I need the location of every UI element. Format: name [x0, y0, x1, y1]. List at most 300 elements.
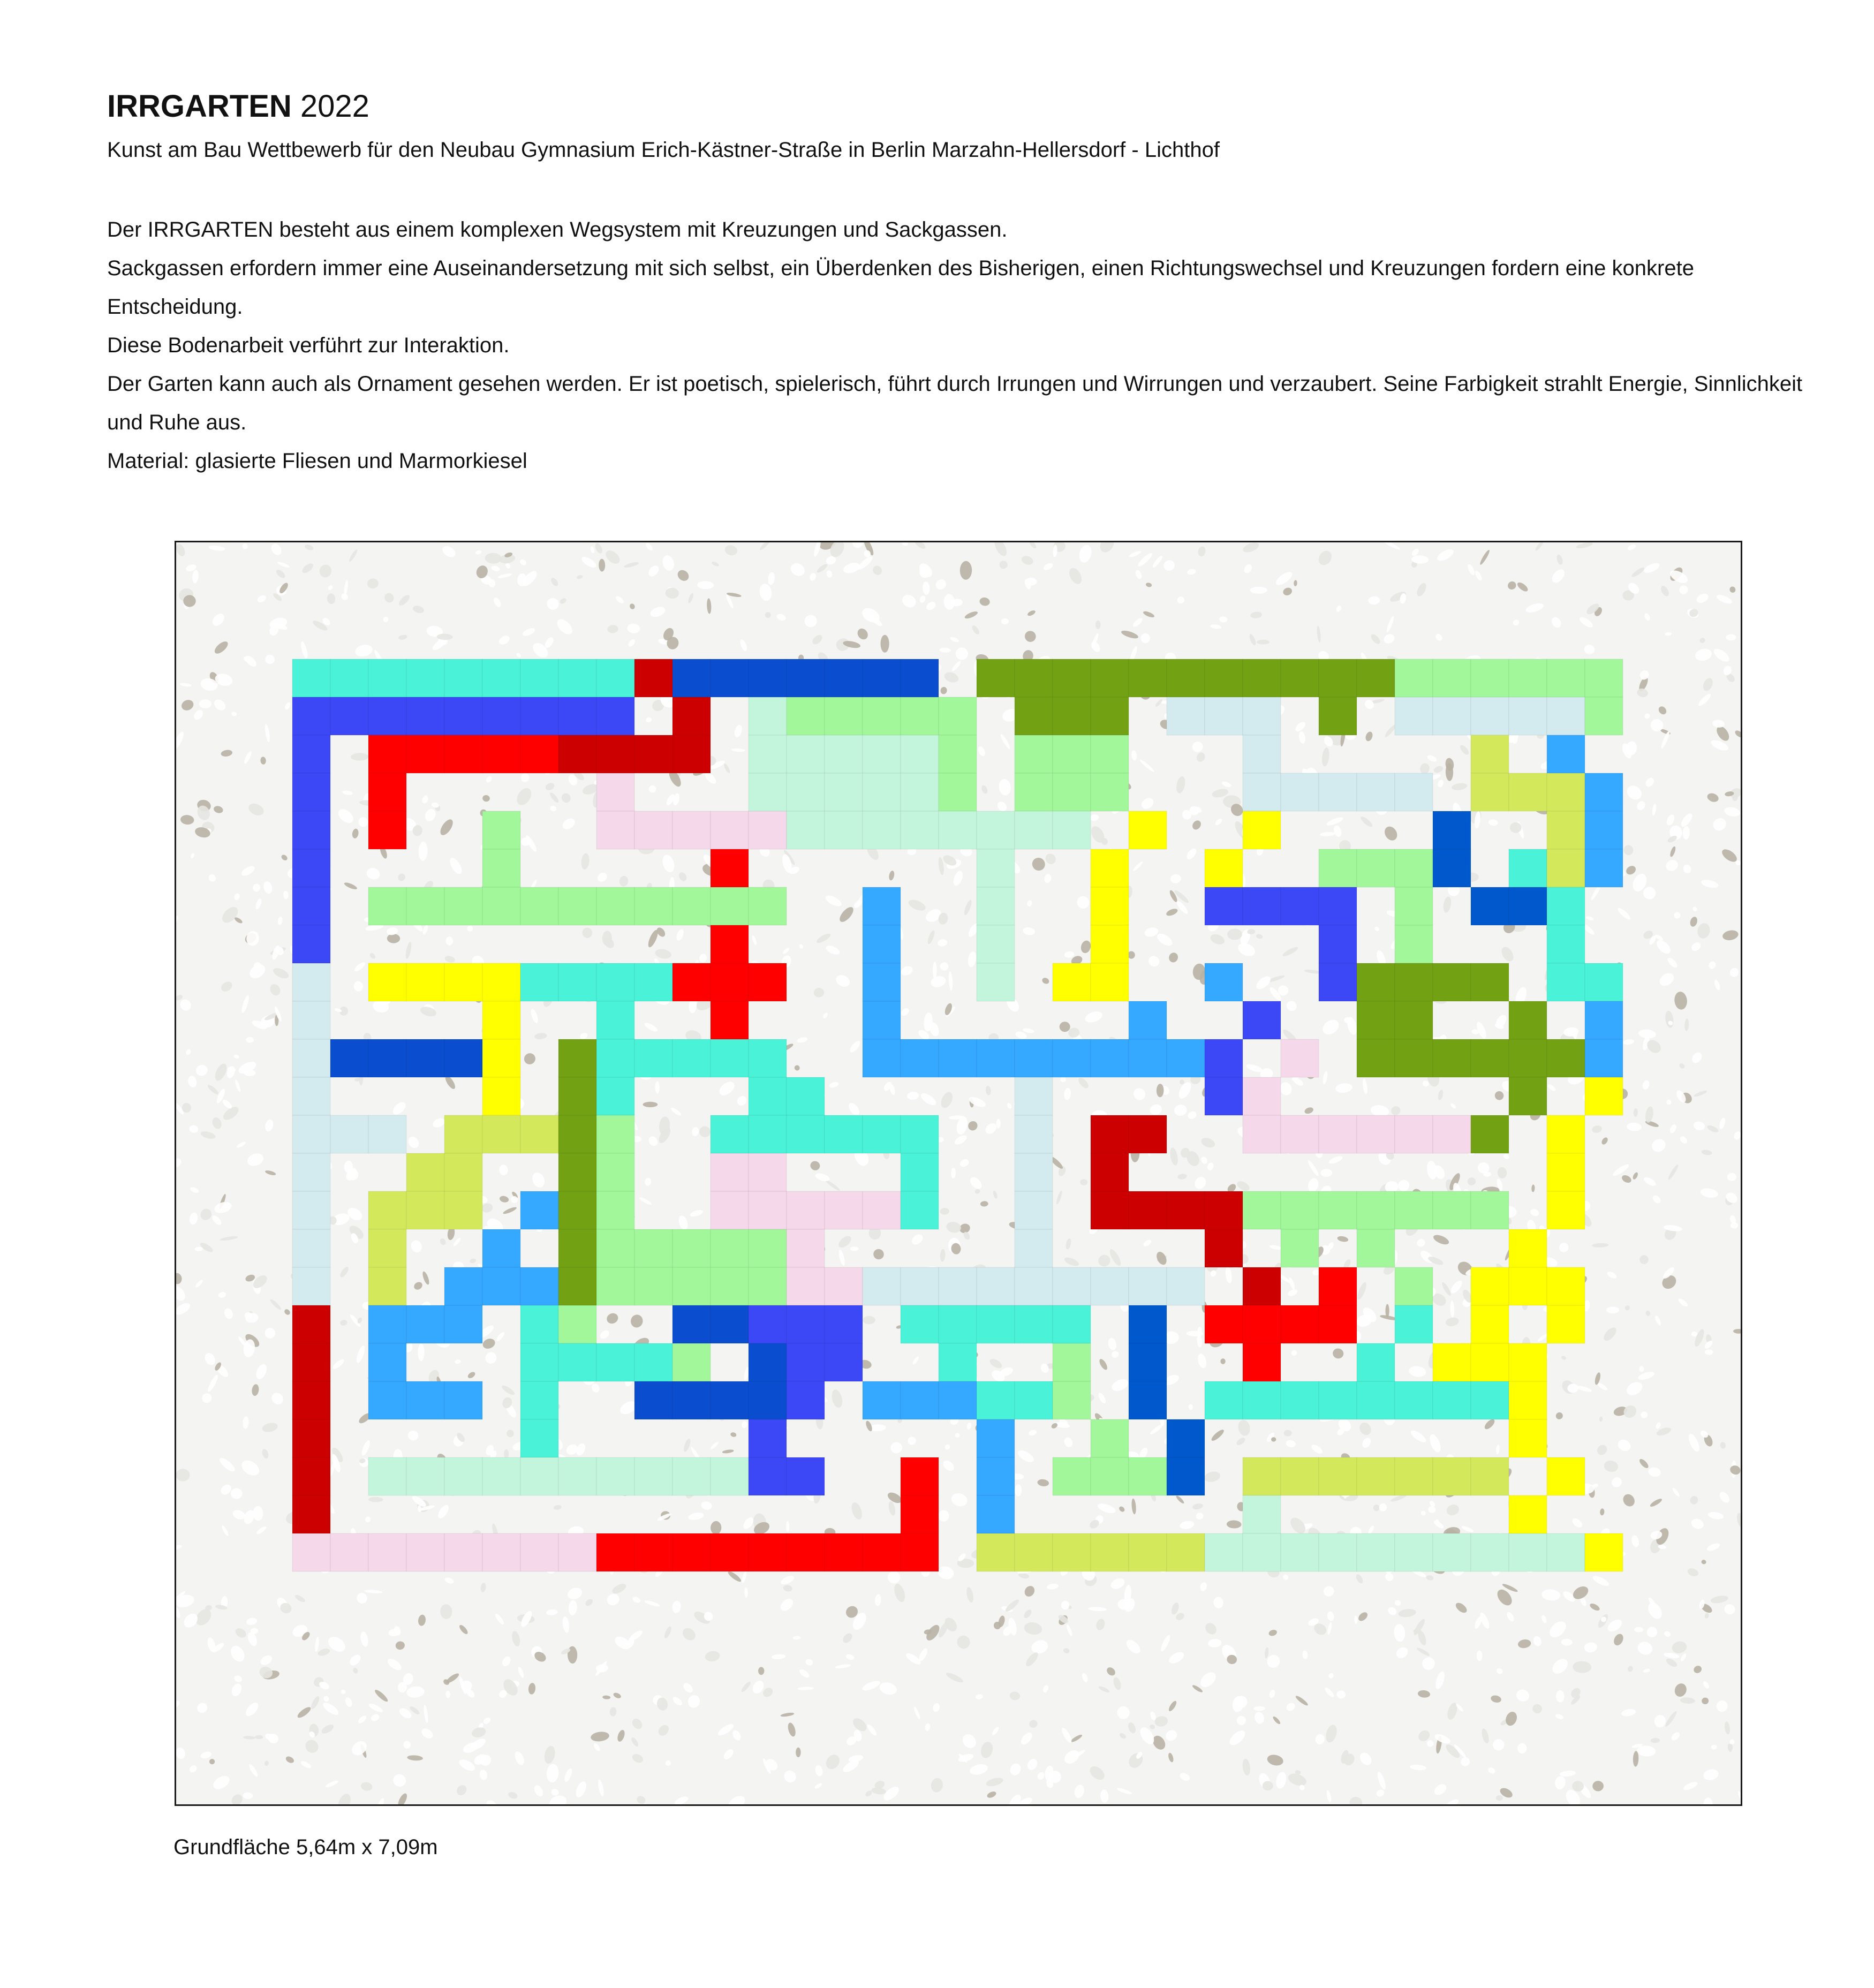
maze-tile: [977, 1495, 1015, 1533]
maze-tile: [1585, 1039, 1623, 1077]
maze-tile: [1433, 849, 1471, 887]
maze-tile: [1319, 1381, 1357, 1419]
maze-tile: [558, 697, 596, 735]
maze-tile: [1243, 1115, 1281, 1153]
maze-tile: [1015, 1115, 1053, 1153]
maze-tile: [749, 697, 787, 735]
maze-tile: [1281, 1191, 1319, 1229]
maze-tile: [482, 1001, 520, 1039]
maze-tile: [672, 659, 711, 697]
maze-tile: [1053, 1381, 1091, 1419]
maze-tile: [1395, 1457, 1433, 1495]
maze-tile: [1509, 697, 1547, 735]
maze-tile: [1509, 1001, 1547, 1039]
maze-tile: [558, 1153, 596, 1191]
maze-tile: [292, 963, 330, 1001]
maze-tile: [1243, 811, 1281, 849]
maze-tile: [1091, 963, 1129, 1001]
maze-tile: [901, 697, 939, 735]
maze-tile: [939, 1039, 977, 1077]
description-paragraph: Der IRRGARTEN besteht aus einem komplexen Wegsystem mit Kreuzungen und Sackgassen.: [107, 218, 1008, 241]
maze-tile: [1129, 1305, 1167, 1343]
maze-tile: [977, 1381, 1015, 1419]
maze-tile: [406, 887, 444, 925]
maze-tile: [939, 773, 977, 811]
maze-tile: [749, 1153, 787, 1191]
maze-tile: [558, 1267, 596, 1305]
maze-tile: [1319, 887, 1357, 925]
maze-tile: [520, 1381, 558, 1419]
title-year: 2022: [300, 89, 369, 124]
maze-tile: [406, 1381, 444, 1419]
maze-tile: [634, 735, 672, 773]
maze-tile: [368, 697, 406, 735]
maze-tile: [1509, 1495, 1547, 1533]
maze-tile: [1091, 1267, 1129, 1305]
maze-tile: [749, 1533, 787, 1571]
title-name: IRRGARTEN: [107, 89, 292, 124]
maze-tile: [901, 773, 939, 811]
maze-tile: [1509, 1077, 1547, 1115]
maze-tile: [1471, 887, 1509, 925]
maze-tile: [1243, 887, 1281, 925]
maze-tile: [901, 659, 939, 697]
maze-tile: [787, 1191, 825, 1229]
maze-tile: [1129, 1457, 1167, 1495]
maze-tile: [1015, 773, 1053, 811]
maze-tile: [977, 1419, 1015, 1457]
maze-tile: [711, 811, 749, 849]
maze-tile: [825, 735, 863, 773]
maze-tile: [901, 735, 939, 773]
maze-tile: [1167, 1267, 1205, 1305]
maze-tile: [444, 1267, 482, 1305]
maze-tile: [596, 1229, 634, 1267]
maze-tile: [634, 659, 672, 697]
maze-tile: [1053, 1267, 1091, 1305]
maze-tile: [825, 697, 863, 735]
maze-tile: [1319, 697, 1357, 735]
maze-tile: [1395, 1191, 1433, 1229]
maze-tile: [596, 773, 634, 811]
maze-tile: [482, 963, 520, 1001]
maze-tile: [634, 1039, 672, 1077]
maze-tile: [292, 1191, 330, 1229]
maze-tile: [406, 1457, 444, 1495]
maze-tile: [1015, 1533, 1053, 1571]
maze-tile: [1091, 735, 1129, 773]
maze-tile: [1091, 849, 1129, 887]
maze-tile: [1205, 1191, 1243, 1229]
maze-tile: [1319, 1457, 1357, 1495]
maze-tile: [672, 735, 711, 773]
maze-tile: [749, 659, 787, 697]
maze-tile: [901, 1533, 939, 1571]
maze-tile: [749, 773, 787, 811]
maze-tile: [787, 1457, 825, 1495]
maze-tile: [711, 1191, 749, 1229]
maze-tile: [1357, 963, 1395, 1001]
maze-tile: [596, 1457, 634, 1495]
maze-tile: [863, 735, 901, 773]
maze-tile: [444, 1457, 482, 1495]
maze-tile: [1357, 659, 1395, 697]
maze-tile: [1471, 1381, 1509, 1419]
maze-tile: [1281, 659, 1319, 697]
maze-tile: [368, 735, 406, 773]
maze-tile: [1129, 1381, 1167, 1419]
maze-tile: [1129, 1343, 1167, 1381]
maze-tile: [749, 887, 787, 925]
maze-tile: [901, 1191, 939, 1229]
maze-tile: [1205, 849, 1243, 887]
maze-tile: [406, 1191, 444, 1229]
maze-tile: [977, 849, 1015, 887]
maze-tile: [482, 1533, 520, 1571]
maze-tile: [1129, 811, 1167, 849]
maze-tile: [1015, 1077, 1053, 1115]
maze-tile: [939, 735, 977, 773]
maze-tile: [1167, 1039, 1205, 1077]
maze-tile: [558, 735, 596, 773]
description-paragraph: Der Garten kann auch als Ornament gesehen werden. Er ist poetisch, spielerisch, führt durch Irrungen und Wirrungen und verzaubert. Seine Farbigkeit strahlt Energie, Sinnlichkeit und Ruhe aus.: [107, 372, 1803, 434]
maze-tile: [672, 1267, 711, 1305]
maze-tile: [1167, 1533, 1205, 1571]
maze-tile: [596, 1039, 634, 1077]
maze-tile: [863, 1115, 901, 1153]
maze-tile: [977, 659, 1015, 697]
description-paragraph: Sackgassen erfordern immer eine Auseinandersetzung mit sich selbst, ein Überdenken des Bisherigen, einen Richtungswechsel und Kreuzungen fordern eine konkrete Entscheidung.: [107, 256, 1694, 319]
maze-tile: [1433, 1343, 1471, 1381]
maze-tile: [1547, 925, 1585, 963]
maze-tile: [482, 1267, 520, 1305]
maze-tile: [901, 1457, 939, 1495]
maze-tile: [672, 1039, 711, 1077]
maze-tile: [520, 1343, 558, 1381]
maze-tile: [1091, 659, 1129, 697]
maze-tile: [672, 887, 711, 925]
maze-tile: [1167, 659, 1205, 697]
maze-tile: [1509, 1343, 1547, 1381]
maze-tile: [368, 773, 406, 811]
maze-tile: [292, 1001, 330, 1039]
maze-tile: [1547, 659, 1585, 697]
maze-tile: [749, 1115, 787, 1153]
maze-tile: [1243, 1267, 1281, 1305]
maze-tile: [825, 1115, 863, 1153]
maze-tile: [825, 1305, 863, 1343]
maze-tile: [672, 1457, 711, 1495]
maze-tile: [292, 1495, 330, 1533]
maze-tile: [863, 1267, 901, 1305]
maze-tile: [292, 773, 330, 811]
maze-tile: [1281, 1381, 1319, 1419]
maze-tile: [711, 849, 749, 887]
maze-tile: [825, 1533, 863, 1571]
maze-tile: [1357, 1381, 1395, 1419]
maze-tile: [1243, 1495, 1281, 1533]
maze-tile: [1053, 1533, 1091, 1571]
maze-tile: [520, 1457, 558, 1495]
maze-tile: [1243, 1457, 1281, 1495]
maze-tile: [444, 697, 482, 735]
maze-tile: [1015, 811, 1053, 849]
maze-tile: [1395, 963, 1433, 1001]
maze-tile: [1129, 1039, 1167, 1077]
maze-tile: [1585, 773, 1623, 811]
maze-tile: [1471, 1305, 1509, 1343]
maze-tile: [1243, 1191, 1281, 1229]
maze-tile: [1547, 1153, 1585, 1191]
maze-tile: [1471, 735, 1509, 773]
maze-tile: [1243, 659, 1281, 697]
figure-caption: Grundfläche 5,64m x 7,09m: [173, 1835, 438, 1859]
maze-tile: [634, 1457, 672, 1495]
maze-tile: [368, 1457, 406, 1495]
maze-tile: [672, 697, 711, 735]
maze-tile: [1015, 1229, 1053, 1267]
maze-tile: [1129, 659, 1167, 697]
maze-tile: [292, 1229, 330, 1267]
maze-tile: [711, 887, 749, 925]
maze-tile: [901, 1115, 939, 1153]
maze-tile: [749, 1191, 787, 1229]
maze-tile: [1433, 1039, 1471, 1077]
maze-tile: [1205, 1229, 1243, 1267]
maze-tile: [482, 735, 520, 773]
maze-tile: [1091, 1153, 1129, 1191]
maze-tile: [1015, 1191, 1053, 1229]
maze-tile: [292, 1457, 330, 1495]
maze-tile: [1243, 773, 1281, 811]
maze-tile: [482, 887, 520, 925]
maze-tile: [292, 887, 330, 925]
maze-tile: [1471, 1343, 1509, 1381]
maze-tile: [1357, 1191, 1395, 1229]
maze-tile: [520, 697, 558, 735]
maze-tile: [1395, 1305, 1433, 1343]
maze-tile: [1091, 773, 1129, 811]
maze-tile: [1395, 1533, 1433, 1571]
maze-tile: [558, 963, 596, 1001]
maze-tile: [1243, 1343, 1281, 1381]
maze-tile: [1091, 925, 1129, 963]
maze-tile: [1281, 1229, 1319, 1267]
maze-tile: [292, 1533, 330, 1571]
maze-tile: [444, 1153, 482, 1191]
maze-tile: [368, 811, 406, 849]
maze-tile: [634, 1267, 672, 1305]
maze-tile: [1205, 1533, 1243, 1571]
maze-tile: [1357, 849, 1395, 887]
maze-tile: [634, 887, 672, 925]
maze-tile: [406, 1039, 444, 1077]
maze-tile: [901, 1495, 939, 1533]
maze-tile: [711, 1305, 749, 1343]
maze-tile: [1433, 697, 1471, 735]
maze-tile: [1357, 1343, 1395, 1381]
maze-tile: [1509, 1381, 1547, 1419]
maze-tile: [711, 1457, 749, 1495]
maze-tile: [901, 1305, 939, 1343]
maze-tile: [1091, 1191, 1129, 1229]
maze-tile: [749, 1077, 787, 1115]
maze-tile: [825, 1267, 863, 1305]
maze-tile: [1509, 773, 1547, 811]
maze-tile: [1471, 1267, 1509, 1305]
maze-tile: [1281, 887, 1319, 925]
maze-tile: [482, 811, 520, 849]
maze-tile: [406, 1305, 444, 1343]
maze-tile: [1585, 697, 1623, 735]
maze-tile: [596, 1191, 634, 1229]
project-description: [107, 210, 1810, 480]
maze-tile: [863, 1533, 901, 1571]
maze-tile: [1053, 773, 1091, 811]
maze-tile: [1509, 659, 1547, 697]
maze-tile: [1357, 1533, 1395, 1571]
maze-tile: [939, 697, 977, 735]
maze-tile: [1547, 1533, 1585, 1571]
maze-tile: [1167, 697, 1205, 735]
maze-tile: [444, 1533, 482, 1571]
maze-tile: [406, 735, 444, 773]
maze-tile: [863, 811, 901, 849]
maze-tile: [520, 1267, 558, 1305]
maze-tile: [1319, 1305, 1357, 1343]
maze-tile: [1585, 1001, 1623, 1039]
maze-floor-plan: [175, 541, 1742, 1806]
maze-tile: [1395, 849, 1433, 887]
maze-tile: [977, 811, 1015, 849]
maze-tile: [368, 1305, 406, 1343]
maze-tile: [1547, 773, 1585, 811]
maze-tile: [1547, 735, 1585, 773]
maze-tile: [1509, 849, 1547, 887]
maze-tile: [482, 1229, 520, 1267]
maze-tile: [1357, 1039, 1395, 1077]
maze-tile: [1053, 811, 1091, 849]
maze-tile: [1129, 1533, 1167, 1571]
maze-tile: [1243, 697, 1281, 735]
maze-tile: [292, 1115, 330, 1153]
maze-tile: [787, 1343, 825, 1381]
maze-tile: [444, 1191, 482, 1229]
maze-tile: [1243, 1533, 1281, 1571]
maze-tile: [634, 811, 672, 849]
maze-tile: [711, 963, 749, 1001]
maze-tile: [1433, 1381, 1471, 1419]
maze-tile: [1395, 773, 1433, 811]
maze-tile: [1281, 1457, 1319, 1495]
maze-tile: [1395, 1381, 1433, 1419]
maze-tile: [1585, 963, 1623, 1001]
maze-tile: [292, 1381, 330, 1419]
maze-tile: [863, 1191, 901, 1229]
maze-tile: [711, 925, 749, 963]
maze-tile: [292, 697, 330, 735]
maze-tile: [444, 963, 482, 1001]
maze-tile: [1205, 659, 1243, 697]
maze-tile: [1319, 925, 1357, 963]
maze-tile: [977, 887, 1015, 925]
maze-tile: [1395, 1039, 1433, 1077]
maze-tile: [1433, 963, 1471, 1001]
maze-tile: [1509, 1039, 1547, 1077]
maze-tile: [444, 1115, 482, 1153]
maze-tile: [787, 735, 825, 773]
maze-tile: [863, 963, 901, 1001]
maze-tile: [368, 1343, 406, 1381]
page-title: [107, 85, 369, 128]
maze-tile: [1357, 1457, 1395, 1495]
maze-tile: [634, 1381, 672, 1419]
maze-tile: [634, 1533, 672, 1571]
maze-tile: [368, 1039, 406, 1077]
maze-tile: [787, 1229, 825, 1267]
maze-tile: [1471, 1457, 1509, 1495]
maze-tile: [749, 735, 787, 773]
maze-tile: [1471, 1039, 1509, 1077]
maze-tile: [1395, 697, 1433, 735]
maze-tile: [787, 1381, 825, 1419]
maze-tile: [1509, 1267, 1547, 1305]
maze-tile: [634, 1343, 672, 1381]
maze-tile: [292, 1039, 330, 1077]
maze-tile: [939, 1343, 977, 1381]
maze-tile: [787, 697, 825, 735]
maze-tile: [1433, 1533, 1471, 1571]
maze-tile: [1129, 1001, 1167, 1039]
maze-tile: [863, 887, 901, 925]
maze-tile: [596, 1533, 634, 1571]
maze-tile: [1395, 1267, 1433, 1305]
maze-tile: [1509, 1229, 1547, 1267]
maze-tile: [406, 1153, 444, 1191]
maze-tile: [520, 1419, 558, 1457]
maze-tile: [749, 1039, 787, 1077]
maze-tile: [558, 1039, 596, 1077]
maze-tile: [1319, 1533, 1357, 1571]
maze-tile: [558, 1077, 596, 1115]
maze-tile: [787, 1267, 825, 1305]
maze-tile: [292, 1343, 330, 1381]
maze-tile: [672, 811, 711, 849]
maze-tile: [444, 735, 482, 773]
maze-tile: [1547, 963, 1585, 1001]
maze-tile: [558, 887, 596, 925]
maze-tile: [1509, 1419, 1547, 1457]
maze-tile: [330, 1533, 368, 1571]
maze-tile: [520, 963, 558, 1001]
maze-tile: [1319, 963, 1357, 1001]
maze-tile: [1357, 1229, 1395, 1267]
maze-tile: [787, 1077, 825, 1115]
maze-tile: [1205, 1305, 1243, 1343]
maze-tile: [368, 1229, 406, 1267]
maze-tile: [1547, 1191, 1585, 1229]
maze-tile: [901, 811, 939, 849]
maze-tile: [482, 849, 520, 887]
maze-tile: [482, 1115, 520, 1153]
maze-tile: [672, 963, 711, 1001]
maze-tile: [749, 1381, 787, 1419]
maze-tile: [1471, 963, 1509, 1001]
maze-tile: [482, 659, 520, 697]
maze-tile: [1395, 1001, 1433, 1039]
maze-tile: [787, 659, 825, 697]
maze-tile: [977, 963, 1015, 1001]
